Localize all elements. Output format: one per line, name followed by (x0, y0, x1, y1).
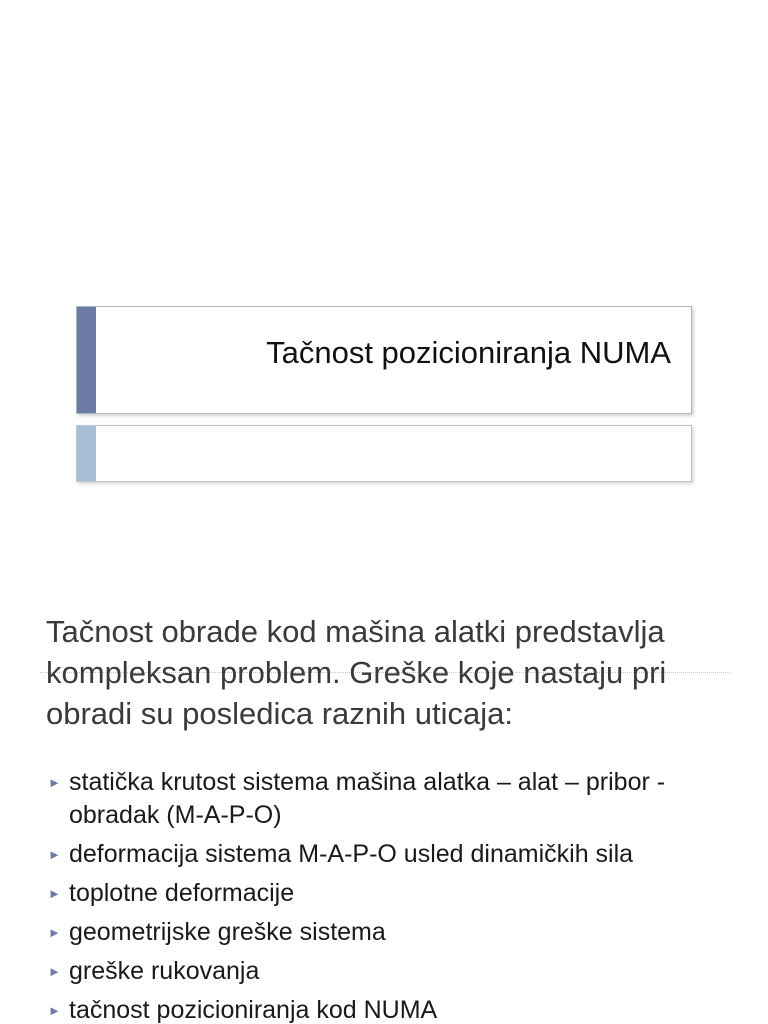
list-item (46, 994, 746, 1024)
triangle-right-icon: ► (48, 886, 61, 901)
triangle-right-icon: ► (48, 775, 61, 790)
triangle-right-icon: ► (48, 925, 61, 940)
list-item-text: toplotne deformacije (69, 879, 295, 907)
list-item-text: tačnost pozicioniranja kod NUMA (69, 996, 438, 1024)
list-item (46, 955, 746, 988)
triangle-right-icon: ► (48, 1003, 61, 1018)
intro-paragraph: Tačnost obrade kod mašina alatki predstavlja kompleksan problem. Greške koje nastaju pri obradi su posledica raznih uticaja: (46, 614, 667, 731)
list-item (46, 838, 746, 871)
title-accent-bar (77, 307, 96, 413)
list-item-text: deformacija sistema M-A-P-O usled dinamičkih sila (69, 840, 634, 868)
slide-title: Tačnost pozicioniranja NUMA (266, 335, 671, 370)
list-item (46, 877, 746, 910)
subtitle-accent-bar (77, 426, 96, 481)
triangle-right-icon: ► (48, 847, 61, 862)
triangle-right-icon: ► (48, 964, 61, 979)
list-item (46, 916, 746, 949)
list-item-text: statička krutost sistema mašina alatka – alat – pribor - obradak (M-A-P-O) (69, 768, 666, 829)
subtitle-box (76, 425, 692, 482)
list-item-text: greške rukovanja (69, 957, 260, 985)
title-box (76, 306, 692, 414)
list-item-text: geometrijske greške sistema (69, 918, 386, 946)
list-item (46, 766, 746, 832)
bullet-list (46, 766, 746, 1024)
